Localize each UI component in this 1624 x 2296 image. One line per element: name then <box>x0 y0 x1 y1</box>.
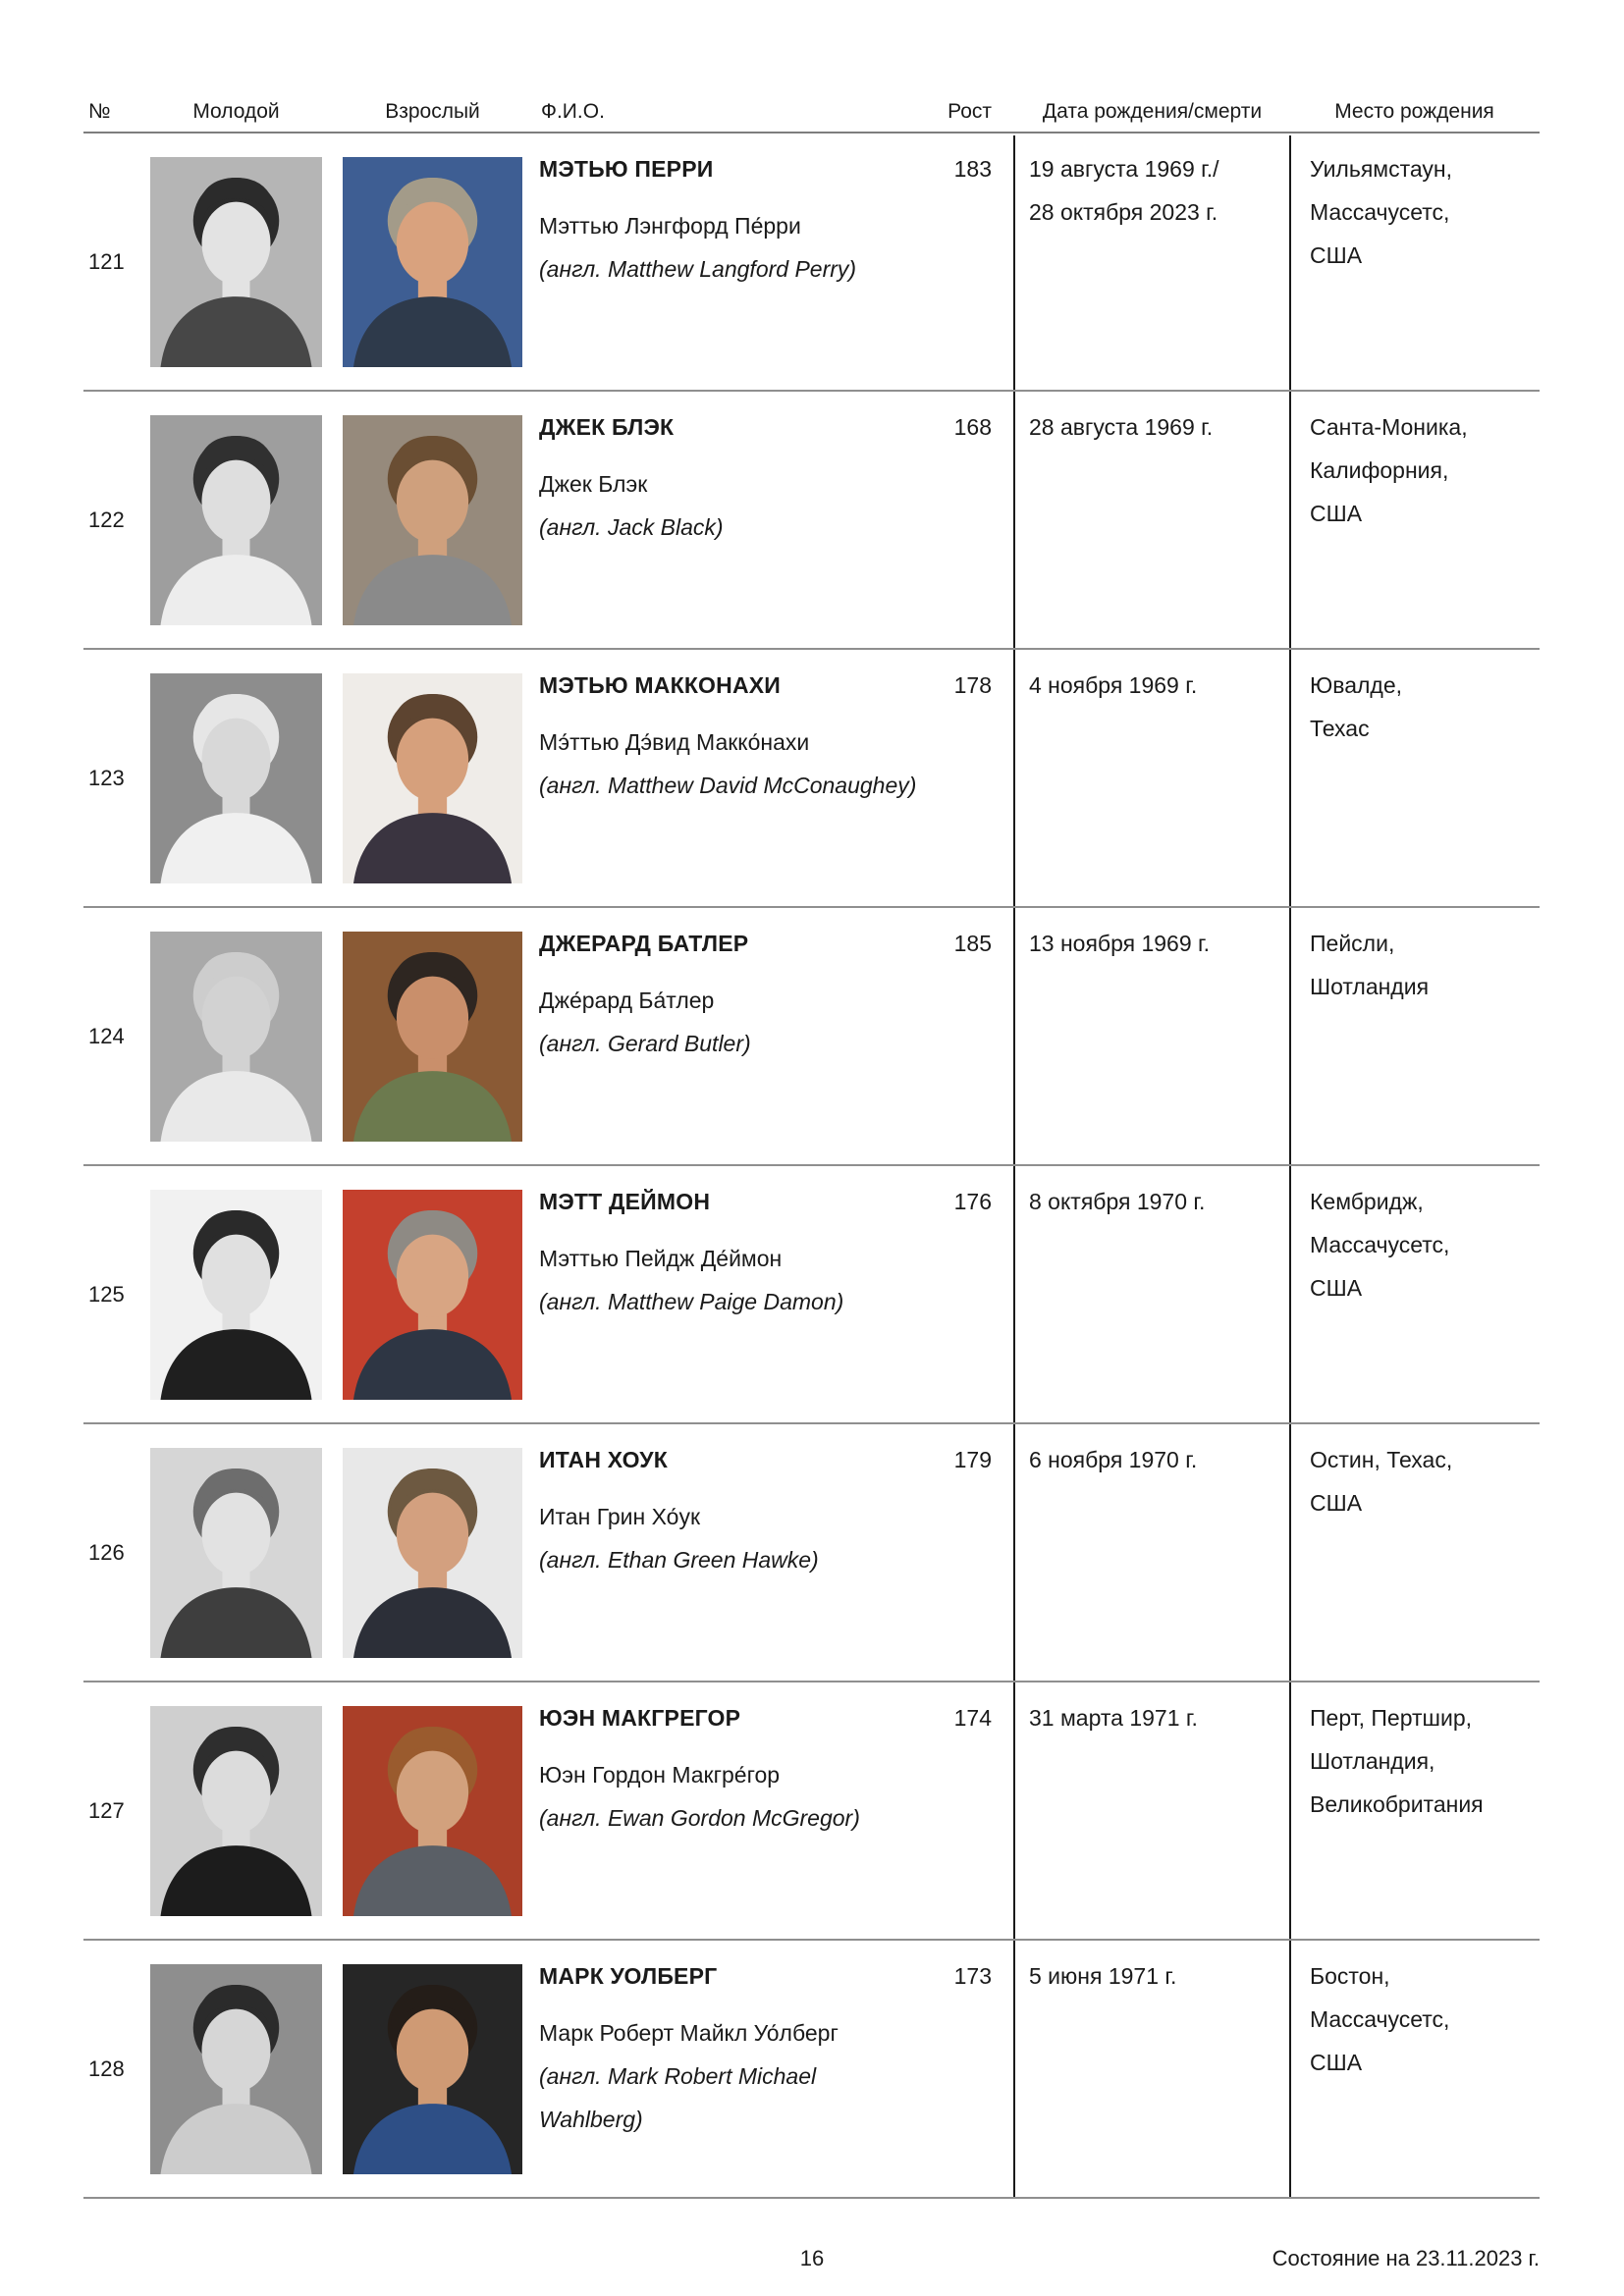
text-line: (англ. Ethan Green Hawke) <box>539 1547 819 1573</box>
column-header-height: Рост <box>947 100 992 123</box>
text-line: 28 августа 1969 г. <box>1029 414 1214 440</box>
dates-cell <box>1029 1696 1274 1739</box>
height-cell: 178 <box>953 672 992 698</box>
actor-name-caps: МЭТТ ДЕЙМОН <box>539 1189 711 1214</box>
text-line: США <box>1310 1490 1363 1516</box>
actor-name-caps: МАРК УОЛБЕРГ <box>539 1963 718 1989</box>
birthplace-cell <box>1310 1696 1536 1826</box>
actor-full-name: Джек Блэк <box>539 471 648 497</box>
birthplace-cell <box>1310 664 1536 750</box>
text-line: Ювалде, <box>1310 672 1403 698</box>
text-line: США <box>1310 1275 1363 1301</box>
text-line: Шотландия, <box>1310 1748 1435 1774</box>
column-header-number: № <box>88 100 111 123</box>
dates-cell <box>1029 405 1274 449</box>
table-row <box>83 392 1540 650</box>
person-silhouette-icon <box>150 415 322 625</box>
adult-photo <box>343 932 522 1142</box>
adult-photo <box>343 157 522 367</box>
height-cell: 168 <box>953 414 992 440</box>
actor-name-caps: ЮЭН МАКГРЕГОР <box>539 1705 741 1731</box>
person-silhouette-icon <box>150 157 322 367</box>
row-number: 125 <box>88 1281 125 1307</box>
actor-latin-name <box>539 2055 1001 2141</box>
dates-cell <box>1029 1438 1274 1481</box>
young-photo <box>150 1448 322 1658</box>
young-photo <box>150 1706 322 1916</box>
height-cell: 183 <box>953 156 992 182</box>
young-photo <box>150 415 322 625</box>
text-line: Калифорния, <box>1310 457 1449 483</box>
text-line: Великобритания <box>1310 1791 1484 1817</box>
text-line: 19 августа 1969 г./ <box>1029 156 1219 182</box>
actor-full-name: Марк Роберт Майкл Уо́лберг <box>539 2020 839 2046</box>
birthplace-cell <box>1310 1438 1536 1524</box>
text-line: 28 октября 2023 г. <box>1029 199 1218 225</box>
person-silhouette-icon <box>343 1448 522 1658</box>
text-line: Уильямстаун, <box>1310 156 1452 182</box>
text-line: Массачусетс, <box>1310 1232 1450 1257</box>
height-cell: 176 <box>953 1189 992 1214</box>
row-number: 127 <box>88 1797 125 1823</box>
page-number: 16 <box>799 2246 825 2270</box>
text-line: 31 марта 1971 г. <box>1029 1705 1198 1731</box>
young-photo <box>150 1190 322 1400</box>
table-row <box>83 1424 1540 1682</box>
actor-name-caps: ДЖЕК БЛЭК <box>539 414 675 440</box>
column-header-young: Молодой <box>192 100 280 123</box>
actor-full-name: Мэттью Пейдж Де́ймон <box>539 1246 783 1271</box>
height-cell: 173 <box>953 1963 992 1989</box>
actor-latin-name <box>539 1538 1001 1581</box>
text-line: США <box>1310 501 1363 526</box>
person-silhouette-icon <box>150 1706 322 1916</box>
dates-cell <box>1029 922 1274 965</box>
actor-name-caps: МЭТЬЮ МАККОНАХИ <box>539 672 782 698</box>
table-row <box>83 650 1540 908</box>
row-number: 128 <box>88 2056 125 2081</box>
actor-latin-name <box>539 1280 1001 1323</box>
person-silhouette-icon <box>150 1448 322 1658</box>
actor-latin-name <box>539 247 1001 291</box>
actor-name-caps: ДЖЕРАРД БАТЛЕР <box>539 931 749 956</box>
adult-photo <box>343 1448 522 1658</box>
young-photo <box>150 1964 322 2174</box>
column-header-birthplace: Место рождения <box>1334 100 1494 123</box>
table-header-row <box>0 98 1624 130</box>
text-line: Wahlberg) <box>539 2107 643 2132</box>
height-cell: 179 <box>953 1447 992 1472</box>
adult-photo <box>343 415 522 625</box>
person-silhouette-icon <box>343 673 522 883</box>
table-row <box>83 1166 1540 1424</box>
row-number: 123 <box>88 765 125 790</box>
text-line: 13 ноября 1969 г. <box>1029 931 1210 956</box>
dates-cell <box>1029 147 1274 234</box>
person-silhouette-icon <box>343 932 522 1142</box>
text-line: Перт, Пертшир, <box>1310 1705 1472 1731</box>
person-silhouette-icon <box>150 673 322 883</box>
column-header-dates: Дата рождения/смерти <box>1042 100 1263 123</box>
text-line: Массачусетс, <box>1310 2006 1450 2032</box>
text-line: Бостон, <box>1310 1963 1390 1989</box>
column-header-name: Ф.И.О. <box>541 100 605 123</box>
table-body <box>83 132 1540 2199</box>
text-line: (англ. Ewan Gordon McGregor) <box>539 1805 860 1831</box>
adult-photo <box>343 1964 522 2174</box>
birthplace-cell <box>1310 1180 1536 1309</box>
young-photo <box>150 673 322 883</box>
actor-full-name: Мэттью Лэнгфорд Пе́рри <box>539 213 801 239</box>
person-silhouette-icon <box>343 1964 522 2174</box>
person-silhouette-icon <box>343 1706 522 1916</box>
text-line: (англ. Jack Black) <box>539 514 724 540</box>
adult-photo <box>343 1706 522 1916</box>
text-line: (англ. Matthew Paige Damon) <box>539 1289 844 1314</box>
person-silhouette-icon <box>150 1190 322 1400</box>
person-silhouette-icon <box>343 1190 522 1400</box>
text-line: Остин, Техас, <box>1310 1447 1453 1472</box>
dates-cell <box>1029 1954 1274 1998</box>
person-silhouette-icon <box>343 415 522 625</box>
table-row <box>83 133 1540 392</box>
text-line: (англ. Mark Robert Michael <box>539 2063 817 2089</box>
birthplace-cell <box>1310 1954 1536 2084</box>
text-line: (англ. Matthew David McConaughey) <box>539 773 917 798</box>
adult-photo <box>343 1190 522 1400</box>
text-line: Пейсли, <box>1310 931 1395 956</box>
person-silhouette-icon <box>343 157 522 367</box>
adult-photo <box>343 673 522 883</box>
dates-cell <box>1029 1180 1274 1223</box>
row-number: 122 <box>88 507 125 532</box>
table-row <box>83 1682 1540 1941</box>
text-line: Шотландия <box>1310 974 1430 999</box>
text-line: 8 октября 1970 г. <box>1029 1189 1206 1214</box>
actor-full-name: Мэ́ттью Дэ́вид Макко́нахи <box>539 729 810 755</box>
row-number: 124 <box>88 1023 125 1048</box>
actor-latin-name <box>539 764 1001 807</box>
status-note: Состояние на 23.11.2023 г. <box>1272 2246 1540 2270</box>
actor-latin-name <box>539 1796 1001 1840</box>
text-line: 6 ноября 1970 г. <box>1029 1447 1198 1472</box>
birthplace-cell <box>1310 147 1536 277</box>
text-line: 5 июня 1971 г. <box>1029 1963 1177 1989</box>
actor-full-name: Дже́рард Ба́тлер <box>539 988 715 1013</box>
text-line: Санта-Моника, <box>1310 414 1468 440</box>
row-number: 126 <box>88 1539 125 1565</box>
column-header-adult: Взрослый <box>385 100 480 123</box>
birthplace-cell <box>1310 922 1536 1008</box>
text-line: США <box>1310 2050 1363 2075</box>
text-line: Массачусетс, <box>1310 199 1450 225</box>
table-row <box>83 1941 1540 2199</box>
dates-cell <box>1029 664 1274 707</box>
actor-latin-name <box>539 506 1001 549</box>
text-line: (англ. Matthew Langford Perry) <box>539 256 857 282</box>
actor-latin-name <box>539 1022 1001 1065</box>
height-cell: 174 <box>953 1705 992 1731</box>
actor-name-caps: МЭТЬЮ ПЕРРИ <box>539 156 714 182</box>
person-silhouette-icon <box>150 932 322 1142</box>
text-line: (англ. Gerard Butler) <box>539 1031 751 1056</box>
row-number: 121 <box>88 248 125 274</box>
person-silhouette-icon <box>150 1964 322 2174</box>
actor-full-name: Юэн Гордон Макгре́гор <box>539 1762 781 1788</box>
young-photo <box>150 932 322 1142</box>
text-line: Кембридж, <box>1310 1189 1424 1214</box>
text-line: 4 ноября 1969 г. <box>1029 672 1198 698</box>
text-line: Техас <box>1310 716 1370 741</box>
text-line: США <box>1310 242 1363 268</box>
actor-name-caps: ИТАН ХОУК <box>539 1447 668 1472</box>
young-photo <box>150 157 322 367</box>
birthplace-cell <box>1310 405 1536 535</box>
height-cell: 185 <box>953 931 992 956</box>
table-row <box>83 908 1540 1166</box>
actor-full-name: Итан Грин Хо́ук <box>539 1504 701 1529</box>
